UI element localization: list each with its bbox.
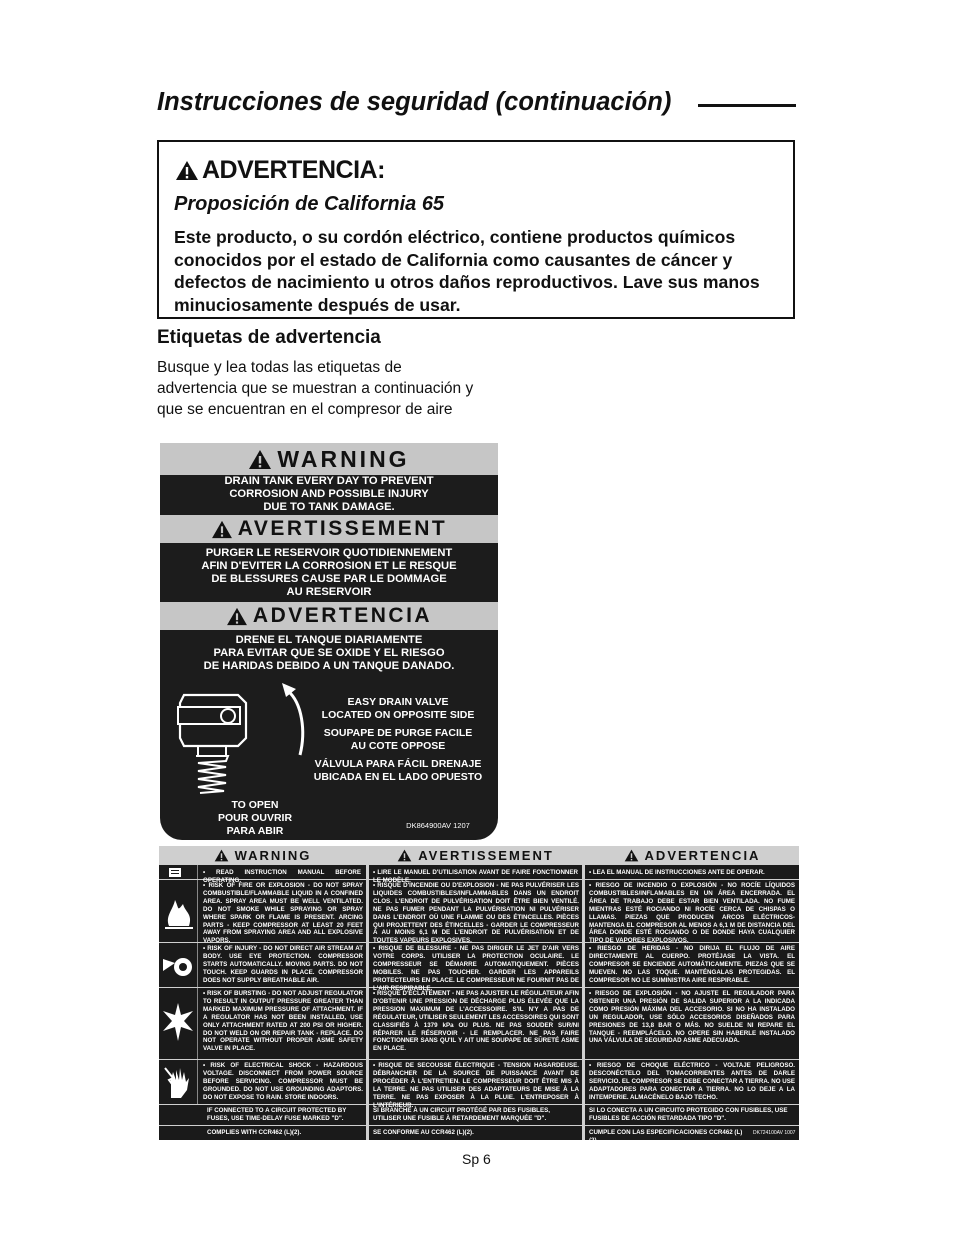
row-divider — [159, 1104, 799, 1105]
row-shock-es: • RIESGO DE CHOQUE ELÉCTRICO - VOLTAJE PELIGROSO. DESCONÉCTELO DEL TOMACORRIENTES ANTES DE DARLE SERVICIO. EL COMPRESOR SE DEBE CONECTAR A TIERRA. NO USE ADAPTADORES PARA CONECTAR A TIERRA. NO LO DEJE A LA INTEMPERIE. ALMACÉNELO BAJO TECHO. — [589, 1062, 795, 1101]
text-line: AU RESERVOIR — [286, 586, 372, 598]
row-shock-en: • RISK OF ELECTRICAL SHOCK - HAZARDOUS VOLTAGE. DISCONNECT FROM POWER SOURCE BEFORE SERVICING. COMPRESSOR MUST BE GROUNDED. DO NOT USE GROUNDING ADAPTORS. DO NOT EXPOSE TO RAIN. STORE INDOORS. — [203, 1062, 363, 1101]
icon-column-divider — [197, 865, 198, 1104]
burst-icon — [161, 1001, 195, 1043]
row-divider — [159, 942, 799, 943]
text-line: PARA ABIR — [226, 825, 284, 837]
labels-heading: Etiquetas de advertencia — [157, 327, 381, 348]
header-label: WARNING — [234, 848, 312, 863]
drain-warning-label — [160, 443, 498, 840]
warning-triangle-icon — [214, 849, 229, 862]
row-fire-en: • RISK OF FIRE OR EXPLOSION - DO NOT SPRAY COMBUSTIBLE/FLAMMABLE LIQUID IN A CONFINED AREA. SPRAY AREA MUST BE WELL VENTILATED. DO NOT SMOKE WHILE SPRAYING OR SPRAY WHERE SPARK OR FLAME IS PRESENT. ARCING PARTS - KEEP COMPRESSOR AT LEAST 20 FEET AWAY FROM SPRAYING AREA AND ALL EXPLOSIVE VAPORS. — [203, 882, 363, 945]
warning-triangle-icon — [226, 607, 248, 626]
warning-triangle-icon — [175, 160, 199, 181]
text-line: LOCATED ON OPPOSITE SIDE — [321, 709, 475, 721]
row-divider — [159, 987, 799, 988]
row-manual-es: • LEA EL MANUAL DE INSTRUCCIONES ANTE DE OPERAR. — [589, 869, 765, 876]
fuse-note-fr: SI BRANCHÉ À UN CIRCUIT PROTÉGÉ PAR DES FUSIBLES, UTILISER UNE FUSIBLE À RETARDEMENT MARQUÉE "D". — [373, 1107, 550, 1122]
label-avertissement-title: AVERTISSEMENT — [237, 517, 448, 540]
page-number: Sp 6 — [462, 1151, 491, 1167]
header-label: AVERTISSEMENT — [418, 848, 554, 863]
column-divider — [366, 846, 369, 1140]
prop65-title: Proposición de California 65 — [174, 193, 445, 215]
label-band-advertencia — [160, 602, 498, 630]
row-manual-fr: • LIRE LE MANUEL D'UTILISATION AVANT DE FAIRE FONCTIONNER LE MODÈLE. — [373, 869, 578, 884]
label-advertencia-title: ADVERTENCIA — [252, 604, 433, 627]
fire-icon — [163, 890, 195, 930]
text-line: TO OPEN — [231, 799, 279, 811]
safety-label-part-no: DK724100AV 1007 — [753, 1130, 796, 1136]
text-line: PURGER LE RESERVOIR QUOTIDIENNEMENT — [205, 547, 453, 559]
header-label: ADVERTENCIA — [644, 848, 761, 863]
row-divider — [159, 1125, 799, 1126]
row-injury-fr: • RISQUE DE BLESSURE - NE PAS DIRIGER LE JET D'AIR VERS VOTRE CORPS. UTILISER LA PROTECTION OCULAIRE. LE COMPRESSEUR SE DÉMARRE AUTOMATIQUEMENT. PIÈCES MOBILES. NE PAS TOUCHER. GARDER LES APPAREILS PROTECTEURS EN PLACE. LE COMPRESSEUR NE FOURNIT PAS DE L'AIR RESPIRABLE. — [373, 945, 579, 992]
text-line: AU COTE OPPOSE — [350, 740, 446, 752]
compliance-fr: SE CONFORME AU CCR462 (L)(2). — [373, 1129, 474, 1136]
text-line: DRENE EL TANQUE DIARIAMENTE — [235, 634, 423, 646]
row-manual-en: • READ INSTRUCTION MANUAL BEFORE OPERATING. — [203, 869, 361, 884]
row-burst-fr: • RISQUE D'ÉCLATEMENT - NE PAS AJUSTER LE RÉGULATEUR AFIN D'OBTENIR UNE PRESSION DE DÉCHARGE PLUS ÉLEVÉE QUE LA PRESSION MAXIMUM DE L'ACCESSOIRE. S'IL N'Y A PAS DE RÉGULATEUR, UTILISER SEULEMENT LES ACCESSOIRES QUI SONT CLASSIFIÉS À 1379 kPa OU PLUS. NE PAS SOUDER SUR/NI RÉPARER LE RÉSERVOIR - LE REMPLACER. NE PAS FAIRE FONCTIONNER SANS QU'IL Y AIT UNE SOUPAPE DE SÛRETÉ ASME EN PLACE. — [373, 990, 579, 1053]
warning-triangle-icon — [624, 849, 639, 862]
compliance-en: COMPLIES WITH CCR462 (L)(2). — [207, 1129, 302, 1136]
open-text — [200, 799, 310, 838]
manual-icon — [167, 867, 187, 878]
text-line: UBICADA EN EL LADO OPUESTO — [313, 771, 483, 783]
fuse-note-en: IF CONNECTED TO A CIRCUIT PROTECTED BY FUSES, USE TIME-DELAY FUSE MARKED "D". — [207, 1107, 347, 1122]
page-title: Instrucciones de seguridad (continuación) — [157, 88, 672, 116]
header-advertencia — [585, 846, 799, 865]
row-fire-fr: • RISQUE D'INCENDIE OU D'EXPLOSION - NE PAS PULVÉRISER LES LIQUIDES COMBUSTIBLES/INFLAMMABLES DANS UN ENDROIT CLOS. L'ENDROIT DE PULVÉRISATION DOIT ÊTRE BIEN VENTILÉ. NE PAS FUMER PENDANT LA PULVÉRISATION NI PULVÉRISER DANS L'ENDROIT OÙ UNE FLAMME OU DES ÉTINCELLES. PIÈCES QUI PROJETTENT DES ÉTINCELLES - GARDER LE COMPRESSEUR À AU MOINS 6,1 M DE L'ENDROIT DE PULVÉRISATION ET DE TOUTES VAPEURS EXPLOSIVES. — [373, 882, 579, 945]
row-burst-es: • RIESGO DE EXPLOSIÓN - NO AJUSTE EL REGULADOR PARA OBTENER UNA PRESIÓN DE SALIDA SUPERIOR A LA INDICADA COMO PRESIÓN MÁXIMA DEL ACCESORIO. SI NO HA INSTALADO UN REGULADOR, USE SÓLO ACCESORIOS DISEÑADOS PARA PRESIONES DE 13,8 BAR O MÁS. NO SUELDE NI REPARE EL TANQUE - REEMPLÁCELO. NO OPERE SIN HABERLE INSTALADO UNA VÁLVULA DE SEGURIDAD ASME ADECUADA. — [589, 990, 795, 1045]
text-line: PARA EVITAR QUE SE OXIDE Y EL RIESGO — [213, 647, 445, 659]
electric-shock-icon — [163, 1064, 193, 1100]
text-line: DE HARIDAS DEBIDO A UN TANQUE DANADO. — [203, 660, 455, 672]
prop65-body: Este producto, o su cordón eléctrico, contiene productos químicos conocidos por el estado de California como causantes de cáncer y defectos de nacimiento u otros daños reproductivos. Lave sus manos minuciosamente después de usar. — [174, 227, 760, 315]
row-burst-en: • RISK OF BURSTING - DO NOT ADJUST REGULATOR TO RESULT IN OUTPUT PRESSURE GREATER THAN MARKED MAXIMUM PRESSURE OF ATTACHMENT. IF A REGULATOR HAS NOT BEEN INSTALLED, USE ONLY ATTACHMENT RATED AT 200 PSI OR HIGHER. DO NOT WELD ON OR REPAIR TANK - REPLACE. DO NOT OPERATE WITHOUT PROPER ASME SAFETY VALVE IN PLACE. — [203, 990, 363, 1053]
text-line: EASY DRAIN VALVE — [347, 696, 449, 708]
advertencia-heading — [175, 156, 385, 185]
row-shock-fr: • RISQUE DE SECOUSSE ÉLECTRIQUE - TENSION HASARDEUSE. DÉBRANCHER DE LA SOURCE DE PUISSANCE AVANT DE PROCÉDER À L'ENTRETIEN. LE COMPRESSEUR DOIT ÊTRE MIS À LA TERRE. NE PAS UTILISER DES ADAPTATEURS DE MISE À LA TERRE. NE PAS EXPOSER À LA PLUIE. L'ENTREPOSER À L'INTÉRIEUR. — [373, 1062, 579, 1109]
row-fire-es: • RIESGO DE INCENDIO O EXPLOSIÓN - NO ROCÍE LÍQUIDOS COMBUSTIBLES/INFLAMABLES EN UN ÁREA ENCERRADA. EL ÁREA DE TRABAJO DEBE ESTAR BIEN VENTILADA. NO FUME MIENTRAS ESTÉ ROCIANDO NI ROCÍE CERCA DE CHISPAS O LLAMAS. PIEZAS QUE PRODUCEN ARCOS ELÉCTRICOS-MANTENGA EL COMPRESOR AL MENOS A 6,1 M DE DISTANCIA DEL ÁREA DONDE ESTÉ ROCIANDO O DE DONDE HAYA CUALQUIER TIPO DE VAPORES EXPLOSIVOS. — [589, 882, 795, 945]
label-band-avertissement — [160, 515, 498, 543]
labels-body: Busque y lea todas las etiquetas de advertencia que se muestran a continuación y que se encuentran en el compresor de aire — [157, 359, 474, 418]
safety-warning-label — [159, 846, 799, 1144]
warning-triangle-icon — [211, 520, 233, 539]
header-avertissement — [369, 846, 582, 865]
label-warning-title: WARNING — [277, 445, 410, 472]
warning-triangle-icon — [397, 849, 412, 862]
title-rule — [698, 104, 796, 107]
text-line: DUE TO TANK DAMAGE. — [263, 501, 395, 513]
text-line: DRAIN TANK EVERY DAY TO PREVENT — [224, 475, 434, 487]
injury-icon — [161, 949, 195, 981]
label-band-warning — [160, 443, 498, 475]
text-line: VÁLVULA PARA FÁCIL DRENAJE — [314, 758, 482, 770]
valve-text — [303, 696, 493, 784]
advertencia-label: ADVERTENCIA: — [202, 156, 385, 184]
text-line: SOUPAPE DE PURGE FACILE — [323, 727, 473, 739]
column-divider — [582, 846, 585, 1140]
fuse-note-es: SI LO CONECTA A UN CIRCUITO PROTEGIDO CON FUSIBLES, USE FUSIBLES DE ACCIÓN RETARDADA TIPO "D". — [589, 1107, 788, 1122]
compliance-es: CUMPLE CON LAS ESPECIFICACIONES CCR462 (L)(2). — [589, 1129, 743, 1144]
drain-label-part-no: DK864900AV 1207 — [406, 821, 470, 830]
label-advertencia-text — [160, 634, 498, 673]
row-injury-en: • RISK OF INJURY - DO NOT DIRECT AIR STREAM AT BODY. USE EYE PROTECTION. COMPRESSOR STARTS AUTOMATICALLY. MOVING PARTS. DO NOT TOUCH. KEEP GUARDS IN PLACE. COMPRESSOR DOES NOT SUPPLY BREATHABLE AIR. — [203, 945, 363, 984]
label-warning-text — [160, 475, 498, 514]
text-line: CORROSION AND POSSIBLE INJURY — [229, 488, 429, 500]
row-injury-es: • RIESGO DE HERIDAS - NO DIRIJA EL FLUJO DE AIRE DIRECTAMENTE AL CUERPO. PROTÉJASE LA VISTA. EL COMPRESOR SE ENCIENDE AUTOMÁTICAMENTE. PIEZAS QUE SE MUEVEN. NO LAS TOQUE. MANTÉNGALAS PROTEGIDAS. EL COMPRESOR NO LE SUMINISTRA AIRE RESPIRABLE. — [589, 945, 795, 984]
text-line: POUR OUVRIR — [217, 812, 293, 824]
row-divider — [159, 1059, 799, 1060]
warning-triangle-icon — [248, 449, 272, 470]
text-line: DE BLESSURES CAUSE PAR LE DOMMAGE — [211, 573, 447, 585]
header-warning — [159, 846, 366, 865]
label-avertissement-text — [160, 547, 498, 599]
text-line: AFIN D'EVITER LA CORROSION ET LE RESQUE — [201, 560, 457, 572]
